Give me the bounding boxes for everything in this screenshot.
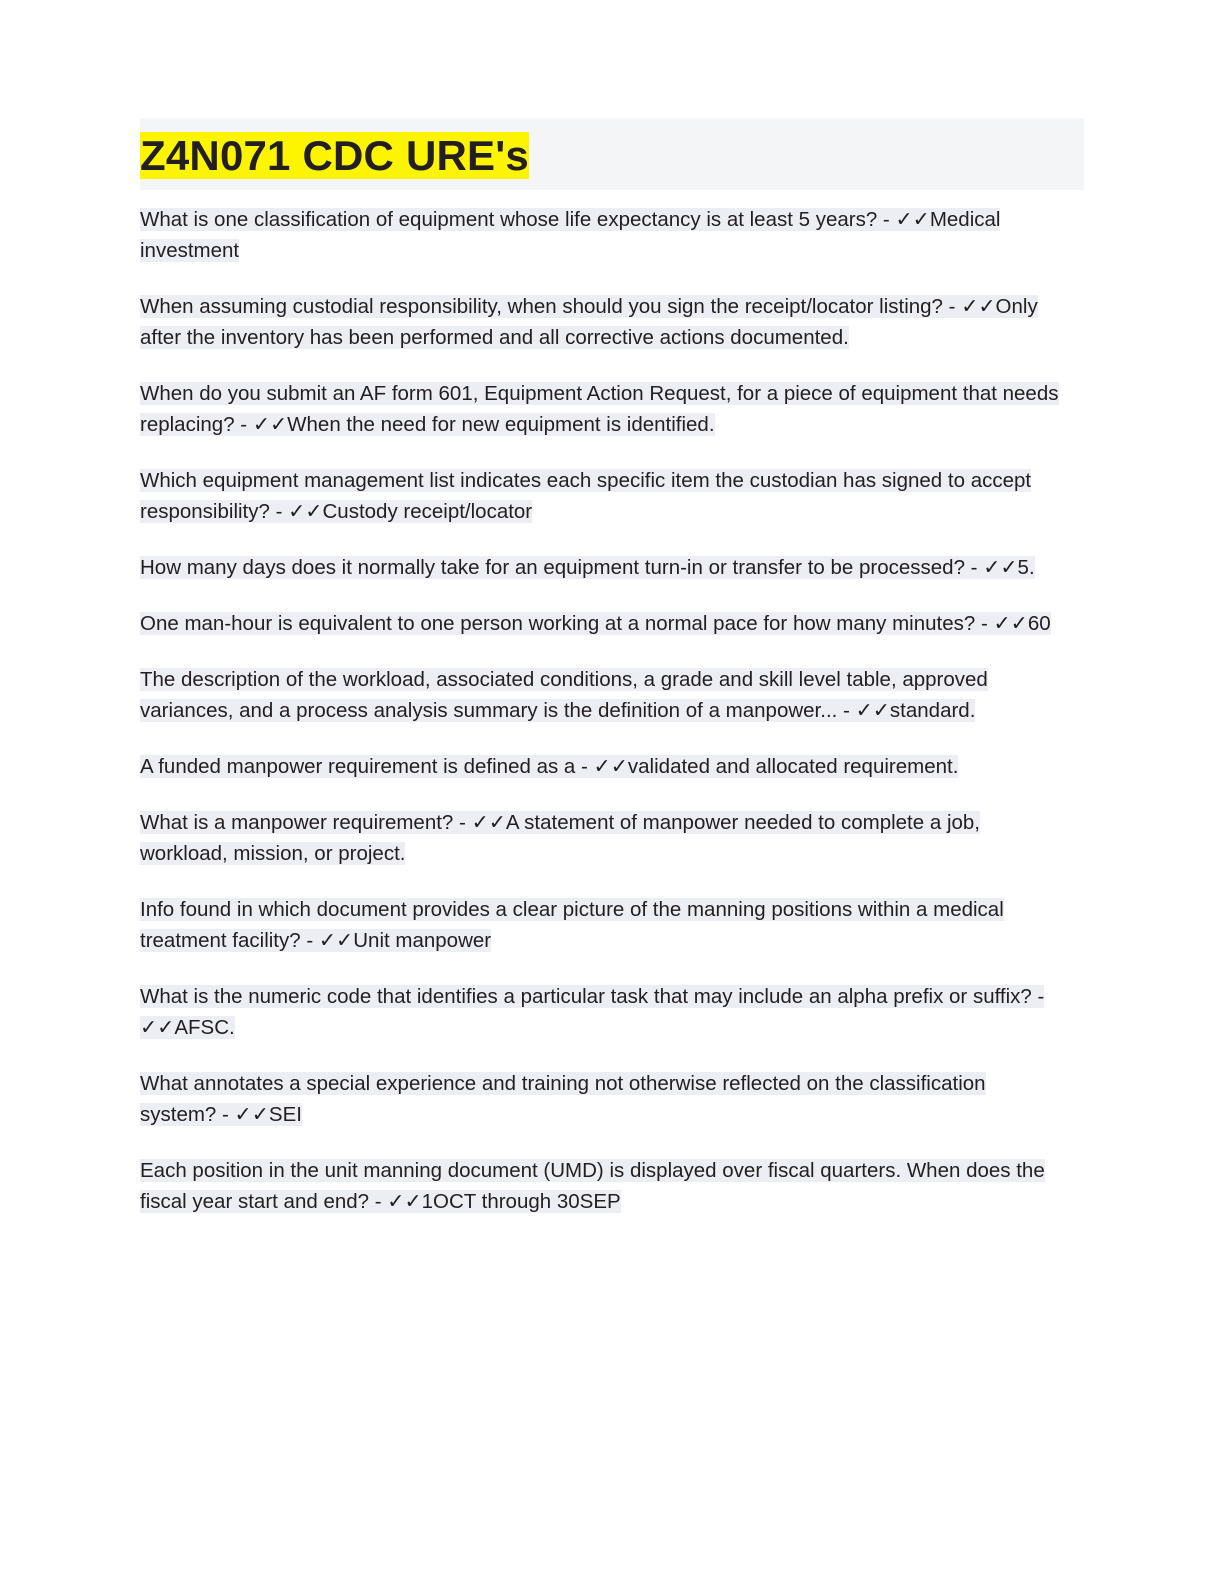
qa-answer: AFSC. [174, 1016, 235, 1040]
qa-highlighted-text [140, 898, 1004, 952]
qa-highlighted-text [140, 1159, 1045, 1213]
qa-answer: Custody receipt/locator [322, 500, 533, 524]
checkmark-icon: ✓✓ [140, 1016, 175, 1040]
qa-highlighted-text [140, 382, 1059, 436]
qa-answer: Medical investment [140, 208, 1001, 263]
qa-item [140, 608, 1060, 639]
qa-item [140, 894, 1060, 956]
qa-item [140, 751, 1060, 782]
qa-item [140, 1155, 1060, 1217]
qa-answer: 60 [1027, 612, 1051, 636]
qa-answer: A statement of manpower needed to complete a job, workload, mission, or project. [140, 811, 980, 866]
qa-item [140, 378, 1060, 440]
qa-question: A funded manpower requirement is defined as a - [140, 755, 594, 779]
qa-item [140, 807, 1060, 869]
qa-answer: validated and allocated requirement. [627, 755, 959, 779]
checkmark-icon: ✓✓ [961, 295, 996, 319]
qa-question: Info found in which document provides a clear picture of the manning positions within a medical treatment facility? - [140, 898, 1004, 953]
checkmark-icon: ✓✓ [252, 413, 288, 437]
qa-highlighted-text [140, 208, 1000, 262]
qa-item [140, 291, 1060, 353]
checkmark-icon: ✓✓ [593, 755, 628, 779]
qa-item [140, 204, 1060, 266]
question-answer-list [140, 204, 1084, 1217]
qa-question: What annotates a special experience and training not otherwise reflected on the classification system? - [140, 1072, 986, 1127]
qa-question: When assuming custodial responsibility, when should you sign the receipt/locator listing? - [140, 295, 962, 319]
qa-highlighted-text [140, 811, 980, 865]
qa-question: Which equipment management list indicates each specific item the custodian has signed to accept responsibility? - [140, 469, 1032, 524]
checkmark-icon: ✓✓ [855, 699, 890, 723]
checkmark-icon: ✓✓ [983, 556, 1018, 580]
qa-question: When do you submit an AF form 601, Equipment Action Request, for a piece of equipment that needs replacing? - [140, 382, 1059, 437]
checkmark-icon: ✓✓ [895, 208, 930, 232]
qa-answer: 5. [1017, 556, 1035, 580]
qa-highlighted-text [140, 612, 1051, 635]
qa-highlighted-text [140, 295, 1038, 349]
qa-answer: Only after the inventory has been performed and all corrective actions documented. [140, 295, 1038, 350]
qa-question: The description of the workload, associated conditions, a grade and skill level table, approved variances, and a process analysis summary is the definition of a manpower... - [140, 668, 988, 723]
qa-item [140, 552, 1060, 583]
qa-answer: 1OCT through 30SEP [421, 1190, 621, 1214]
page-title-container [140, 118, 1084, 190]
qa-question: Each position in the unit manning document (UMD) is displayed over fiscal quarters. When does the fiscal year start and end? - [140, 1159, 1045, 1214]
qa-item [140, 465, 1060, 527]
checkmark-icon: ✓✓ [387, 1190, 422, 1214]
qa-question: What is a manpower requirement? - [140, 811, 472, 835]
qa-highlighted-text [140, 1072, 986, 1126]
checkmark-icon: ✓✓ [288, 500, 323, 524]
qa-highlighted-text [140, 556, 1035, 579]
qa-question: How many days does it normally take for an equipment turn-in or transfer to be processed? - [140, 556, 984, 580]
qa-question: What is the numeric code that identifies a particular task that may include an alpha prefix or suffix? - [140, 985, 1045, 1009]
qa-answer: When the need for new equipment is identified. [287, 413, 715, 437]
qa-highlighted-text [140, 985, 1044, 1039]
qa-highlighted-text [140, 668, 988, 722]
checkmark-icon: ✓✓ [993, 612, 1028, 636]
qa-answer: SEI [268, 1103, 302, 1127]
qa-highlighted-text [140, 755, 958, 778]
checkmark-icon: ✓✓ [318, 929, 354, 953]
qa-item [140, 664, 1060, 726]
checkmark-icon: ✓✓ [471, 811, 506, 835]
qa-highlighted-text [140, 469, 1031, 523]
qa-answer: Unit manpower [353, 929, 492, 953]
qa-item [140, 981, 1060, 1043]
qa-answer: standard. [889, 699, 976, 723]
qa-question: One man-hour is equivalent to one person working at a normal pace for how many minutes? - [140, 612, 994, 636]
checkmark-icon: ✓✓ [234, 1103, 269, 1127]
qa-question: What is one classification of equipment whose life expectancy is at least 5 years? - [140, 208, 896, 232]
qa-item [140, 1068, 1060, 1130]
page-title: Z4N071 CDC URE's [140, 132, 529, 179]
